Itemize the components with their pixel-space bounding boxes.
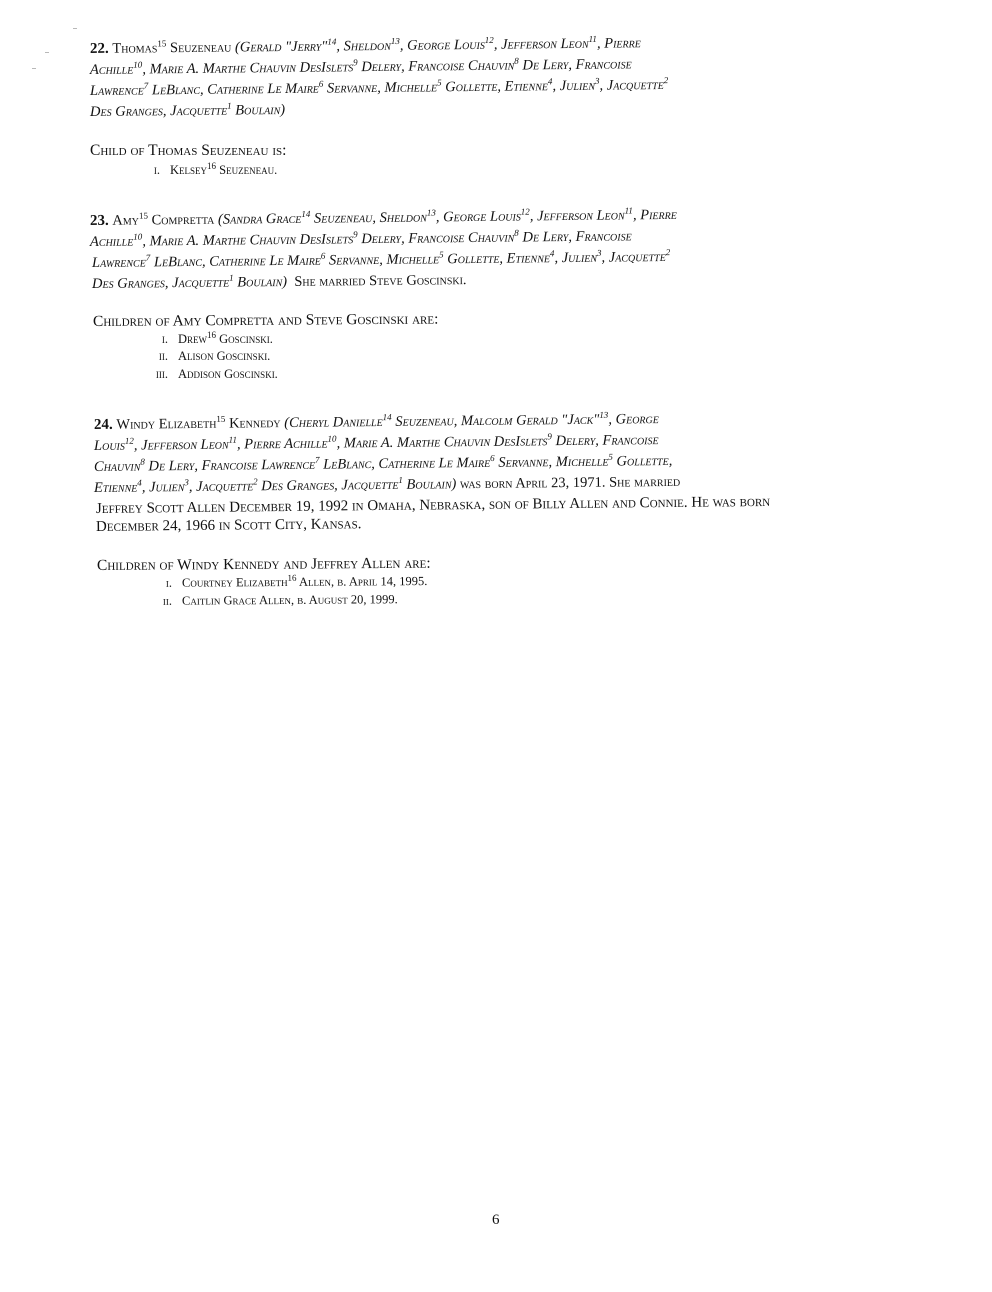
child-item: ii. Caitlin Grace Allen, b. August 20, 1999.: [162, 592, 398, 608]
entry-number: 24.: [93, 416, 113, 433]
children-heading: Child of Thomas Seuzeneau is:: [90, 142, 287, 159]
person-surname: Kennedy: [228, 415, 281, 432]
ancestry-line: Achille$^{10}$, Marie A. Marthe Chauvin DesIslets$^9$ Delery, Francoise Chauvin$^8$ De Lery, Francoise: [89, 227, 632, 250]
scan-speck: [32, 68, 36, 69]
person-surname: Seuzeneau: [169, 39, 232, 57]
ancestry-line: (Gerald "Jerry"$^{14}$, Sheldon$^{13}$, George Louis$^{12}$, Jefferson Leon$^{11}$, Pierre: [234, 33, 641, 56]
entry-number: 23.: [89, 212, 109, 229]
child-item: ii. Alison Goscinski.: [158, 349, 271, 363]
ancestry-line: Lawrence$^7$ LeBlanc, Catherine Le Maire$^6$ Servanne, Michelle$^5$ Gollette, Etienne$^4$, Julien$^3$, Jacquette$^2$: [91, 247, 671, 271]
ancestry-line: Lawrence$^7$ LeBlanc, Catherine Le Maire$^6$ Servanne, Michelle$^5$ Gollette, Etienne$^4$, Julien$^3$, Jacquette$^2$: [89, 75, 669, 99]
ancestry-line: (Cheryl Danielle$^{14}$ Seuzeneau, Malcolm Gerald "Jack"$^{13}$, George: [284, 409, 659, 432]
entry-header-line: [90, 34, 641, 58]
child-item: i. Courtney Elizabeth$^{16}$ Allen, b. April 14, 1995.: [165, 572, 428, 590]
person-surname: Compretta: [151, 211, 215, 229]
ancestry-line: Etienne$^4$, Julien$^3$, Jacquette$^2$ Des Granges, Jacquette$^1$ Boulain) was born April 23, 1971. She married: [93, 473, 681, 496]
entry-header-line: [90, 206, 677, 230]
bio-text: was born April 23, 1971. She married: [459, 473, 681, 493]
ancestry-line: Des Granges, Jacquette$^1$ Boulain): [89, 100, 286, 120]
scan-speck: [45, 52, 49, 53]
generation-marker: 15: [138, 210, 148, 221]
scan-speck: [73, 28, 77, 29]
page-number: 6: [492, 1212, 500, 1228]
person-name: Amy: [112, 212, 140, 229]
generation-marker: 15: [216, 413, 226, 424]
child-item: i. Kelsey$^{16}$ Seuzeneau.: [153, 160, 278, 177]
ancestry-line: Achille$^{10}$, Marie A. Marthe Chauvin DesIslets$^9$ Delery, Francoise Chauvin$^8$ De Lery, Francoise: [89, 55, 632, 78]
ancestry-line: Des Granges, Jacquette$^1$ Boulain) She married Steve Goscinski.: [91, 272, 467, 292]
person-name: Windy Elizabeth: [116, 415, 217, 433]
ancestry-line: Louis$^{12}$, Jefferson Leon$^{11}$, Pierre Achille$^{10}$, Marie A. Marthe Chauvin DesIslets$^9$ Delery, Francoise: [93, 431, 659, 454]
child-item: iii. Addison Goscinski.: [155, 367, 278, 381]
generation-marker: 15: [157, 38, 167, 49]
children-heading: Children of Amy Compretta and Steve Goscinski are:: [92, 310, 439, 330]
person-name: Thomas: [112, 40, 158, 57]
ancestry-line: (Sandra Grace$^{14}$ Seuzeneau, Sheldon$^{13}$, George Louis$^{12}$, Jefferson Leon$^{11}$, Pierre: [217, 205, 677, 228]
entry-header-line: [94, 410, 659, 434]
ancestry-line: Chauvin$^8$ De Lery, Francoise Lawrence$^7$ LeBlanc, Catherine Le Maire$^6$ Servanne, Michelle$^5$ Gollette,: [93, 451, 673, 475]
children-heading: Children of Windy Kennedy and Jeffrey Allen are:: [96, 554, 431, 574]
entry-number: 22.: [89, 40, 109, 57]
bio-text: December 24, 1966 in Scott City, Kansas.: [95, 516, 362, 535]
bio-text: Jeffrey Scott Allen December 19, 1992 in Omaha, Nebraska, son of Billy Allen and Connie. He was born: [95, 493, 771, 517]
marriage-note: She married Steve Goscinski.: [294, 272, 467, 290]
child-item: i. Drew$^{16}$ Goscinski.: [161, 329, 273, 346]
